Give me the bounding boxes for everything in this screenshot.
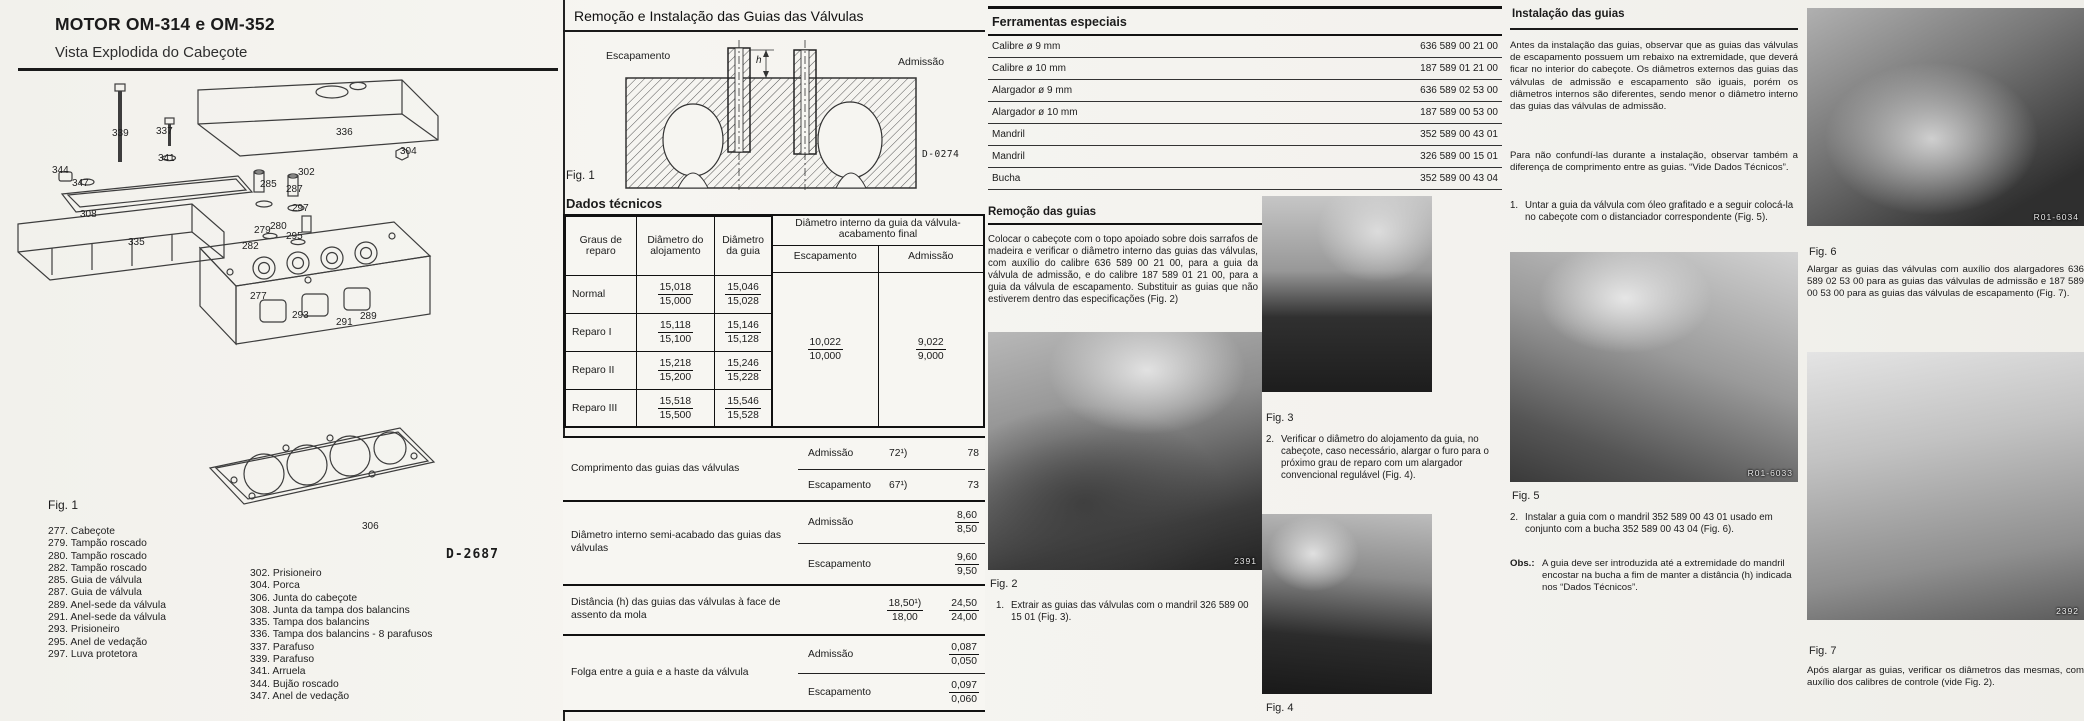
spec-label: Distância (h) das guias das válvulas à face de assento da mola <box>571 597 781 621</box>
parts-list-item: 335. Tampa dos balancins <box>250 617 370 629</box>
spec-label: Folga entre a guia e a haste da válvula <box>571 666 749 678</box>
step-text: Verificar o diâmetro do alojamento da guia, no cabeçote, caso necessário, alargar o furo para o próximo grau de reparo com um alargador convencional regulável (Fig. 4). <box>1281 434 1489 481</box>
callout-number: 287 <box>286 184 303 195</box>
guide-cell: $\frac{15,146}{15,128}$ <box>715 314 772 352</box>
heading-divider <box>563 30 985 32</box>
photo-fig5 <box>1510 252 1798 482</box>
exploded-view-diagram <box>2 76 560 546</box>
step-number: 1. <box>1510 200 1519 211</box>
parts-list-item: 285. Guia de válvula <box>48 575 142 587</box>
fig3-caption: Fig. 3 <box>1266 412 1294 424</box>
tool-row <box>988 80 1502 102</box>
spec-group-length <box>563 436 985 500</box>
photo-fig3 <box>1262 196 1432 392</box>
technical-data-table <box>563 214 985 428</box>
parts-list-item: 344. Bujão roscado <box>250 678 339 690</box>
fig1-left-caption: Fig. 1 <box>48 498 79 512</box>
photo-fig4 <box>1262 514 1432 694</box>
callout-number: 285 <box>260 179 277 190</box>
tool-name: Mandril <box>992 128 1025 140</box>
page-subtitle: Vista Explodida do Cabeçote <box>55 44 248 61</box>
guide-cell: $\frac{15,246}{15,228}$ <box>715 352 772 390</box>
tool-name: Alargador ø 10 mm <box>992 106 1078 118</box>
callout-number: 302 <box>298 167 315 178</box>
tool-part-number: 187 589 00 53 00 <box>1420 106 1498 118</box>
grade-cell: Normal <box>566 276 637 314</box>
obs-text: A guia deve ser introduzida até a extremidade do mandril encostar na bucha a fim de manter a distância (h) indicada nos “Dados Técnicos”. <box>1542 558 1792 594</box>
installation-para2: Para não confundí-las durante a instalação, observar também a diferença de comprimento entre as guias. “Vide Dados Técnicos”. <box>1510 150 1798 174</box>
parts-list-item: 306. Junta do cabeçote <box>250 592 358 604</box>
parts-list-item: 302. Prisioneiro <box>250 568 322 579</box>
callout-number: 297 <box>292 203 309 214</box>
table-row <box>566 276 772 314</box>
label-escapamento: Escapamento <box>606 50 671 62</box>
tools-heading: Ferramentas especiais <box>992 14 1127 29</box>
callout-number: 289 <box>360 311 377 322</box>
callout-number: 304 <box>400 146 417 157</box>
fig7-caption: Fig. 7 <box>1809 645 1837 657</box>
spec-group-semifinished: Diâmetro interno semi-acabado das guias das válvulas Admissão $\frac{8,60}{8,50}$ Escapamento $\frac{9,60}{9,50}$ <box>563 500 985 584</box>
spec-table <box>563 436 985 712</box>
spec-value: 73 <box>967 479 979 491</box>
spec-key: Escapamento <box>808 558 871 570</box>
spec-key: Admissão <box>808 517 854 528</box>
tool-part-number: 326 589 00 15 01 <box>1420 150 1498 162</box>
step-text: Extrair as guias das válvulas com o mandril 326 589 00 15 01 (Fig. 3). <box>1011 600 1249 623</box>
callout-number: 277 <box>250 291 267 302</box>
spec-key: Escapamento <box>808 479 871 491</box>
tool-name: Mandril <box>992 150 1025 162</box>
tool-part-number: 636 589 02 53 00 <box>1420 84 1498 96</box>
tool-part-number: 636 589 00 21 00 <box>1420 40 1498 52</box>
title-divider <box>18 68 558 71</box>
parts-list-item: 297. Luva protetora <box>48 648 138 660</box>
exhaust-value-cell: $\frac{10,022}{10,000}$ <box>809 337 842 362</box>
fig6-caption: Fig. 6 <box>1809 246 1837 258</box>
sub-header-escapamento: Escapamento <box>793 251 857 262</box>
dados-tecnicos-heading: Dados técnicos <box>566 196 663 211</box>
callout-number: 335 <box>128 237 145 248</box>
table-row <box>566 352 772 390</box>
removal-step2 <box>1266 434 1500 482</box>
callout-number: 279 <box>254 225 271 236</box>
spec-label: Diâmetro interno semi-acabado das guias das válvulas <box>571 530 782 554</box>
page-title: MOTOR OM-314 e OM-352 <box>55 14 275 34</box>
fig1-middle-caption: Fig. 1 <box>566 170 595 182</box>
parts-list-item: 341. Arruela <box>250 666 306 678</box>
step-text: Untar a guia da válvula com óleo grafitado e a seguir colocá-la no cabeçote com o distanciador correspondente (Fig. 5). <box>1525 200 1794 223</box>
callout-number: 280 <box>270 221 287 232</box>
parts-list-col1 <box>48 526 166 661</box>
photo-id-label: R01-6033 <box>1747 468 1793 478</box>
inner-diameter-section <box>772 216 983 426</box>
parts-list-item: 336. Tampa dos balancins - 8 parafusos <box>250 629 433 641</box>
installation-step1 <box>1510 200 1798 224</box>
tool-row <box>988 36 1502 58</box>
installation-para1: Antes da instalação das guias, observar que as guias das válvulas de escapamento possuem um rebaixo na extremidade, que deverá ficar no interior do cabeçote. Os diâmetros externos das guias das válvulas de admissão e escapamento são iguais, porém os diâmetros internos são diferentes, sendo menor o diâmetro interno das guias das válvulas de admissão. <box>1510 40 1798 113</box>
tool-row <box>988 124 1502 146</box>
callout-number: 341 <box>158 153 175 164</box>
exploded-view-art <box>2 76 560 546</box>
drawing-code: D-2687 <box>446 547 499 562</box>
parts-list-item: 277. Cabeçote <box>48 526 115 537</box>
guide-cell: $\frac{15,546}{15,528}$ <box>715 390 772 428</box>
spec-mid-value: 67¹) <box>889 479 908 491</box>
tool-part-number: 352 589 00 43 01 <box>1420 128 1498 140</box>
housing-cell: $\frac{15,218}{15,200}$ <box>636 352 715 390</box>
tool-row <box>988 168 1502 190</box>
parts-list-item: 279. Tampão roscado <box>48 538 147 550</box>
section-heading-removal-install: Remoção e Instalação das Guias das Válvulas <box>574 8 864 24</box>
housing-cell: $\frac{15,018}{15,000}$ <box>636 276 715 314</box>
parts-list-item: 308. Junta da tampa dos balancins <box>250 604 410 616</box>
parts-list-item: 282. Tampão roscado <box>48 562 147 574</box>
photo-id-label: 2391 <box>1234 556 1257 566</box>
spec-group-distance: Distância (h) das guias das válvulas à face de assento da mola $\frac{\text{18,50¹)}}{18,00}$ $\frac{24,50}{24,00}$ <box>563 584 985 634</box>
photo-fig2 <box>988 332 1262 570</box>
installation-obs <box>1510 558 1798 595</box>
callout-number: 282 <box>242 241 259 252</box>
parts-list-item: 295. Anel de vedação <box>48 636 148 648</box>
removal-heading: Remoção das guias <box>988 206 1262 225</box>
parts-list-col2 <box>250 568 432 703</box>
fig2-caption: Fig. 2 <box>990 578 1018 590</box>
callout-number: 291 <box>336 317 353 328</box>
spec-mid-value: 72¹) <box>889 448 908 459</box>
parts-list-item: 339. Parafuso <box>250 654 315 666</box>
housing-cell: $\frac{15,118}{15,100}$ <box>636 314 715 352</box>
callout-number: 308 <box>80 209 97 220</box>
step-number: 1. <box>996 600 1005 611</box>
tool-part-number: 187 589 01 21 00 <box>1420 62 1498 74</box>
photo-fig7 <box>1807 352 2084 620</box>
label-admissao: Admissão <box>898 56 945 68</box>
spec-label: Comprimento das guias das válvulas <box>571 462 740 474</box>
photo-id-label: 2392 <box>2056 606 2079 616</box>
spec-key: Admissão <box>808 448 854 459</box>
spec-key: Admissão <box>808 649 854 660</box>
callout-number: 339 <box>112 128 129 139</box>
obs-label: Obs.: <box>1510 558 1535 569</box>
tool-name: Calibre ø 9 mm <box>992 40 1061 52</box>
fig6-text: Alargar as guias das válvulas com auxílio dos alargadores 636 589 02 53 00 para as guias das válvulas de admissão e 187 589 00 53 00 para as guias das válvulas de escapamento (Fig. 7). <box>1807 264 2084 300</box>
parts-list-item: 293. Prisioneiro <box>48 624 120 636</box>
tool-name: Bucha <box>992 172 1021 184</box>
fig4-caption: Fig. 4 <box>1266 702 1294 714</box>
spec-group-clearance: Folga entre a guia e a haste da válvula Admissão $\frac{0,087}{0,050}$ Escapamento $\frac{0,097}{0,060}$ <box>563 634 985 710</box>
parts-list-item: 337. Parafuso <box>250 641 315 653</box>
parts-list-item: 287. Guia de válvula <box>48 587 142 599</box>
fig7-text: Após alargar as guias, verificar os diâmetros das mesmas, com auxílio dos calibres de controle (vide Fig. 2). <box>1807 665 2084 689</box>
tool-row <box>988 102 1502 124</box>
guide-cell: $\frac{15,046}{15,028}$ <box>715 276 772 314</box>
col-header-grade: Graus de reparo <box>566 217 637 276</box>
installation-step2 <box>1510 512 1798 536</box>
col-header-guide: Diâmetro da guia <box>715 217 772 276</box>
callout-number: 336 <box>336 127 353 138</box>
photo-fig6 <box>1807 8 2084 226</box>
tool-name: Calibre ø 10 mm <box>992 62 1066 74</box>
table-row <box>566 314 772 352</box>
parts-list-item: 347. Anel de vedação <box>250 690 350 702</box>
step-number: 2. <box>1266 434 1275 445</box>
removal-paragraph: Colocar o cabeçote com o topo apoiado sobre dois sarrafos de madeira e verificar o diâmetro interno das guias das válvulas, com auxílio do calibre 636 589 00 21 00, para a guia da válvula de admissão, e do calibre 187 589 01 21 00, para a guia da válvula de escapamento. Substituir as guias que não estiverem dentro das especificações (Fig. 2) <box>988 234 1258 306</box>
callout-number: 347 <box>72 178 89 189</box>
tool-part-number: 352 589 00 43 04 <box>1420 172 1498 184</box>
grade-cell: Reparo I <box>566 314 637 352</box>
photo-id-label: R01-6034 <box>2033 212 2079 222</box>
parts-list-item: 304. Porca <box>250 580 300 592</box>
parts-list-item: 291. Anel-sede da válvula <box>48 612 166 624</box>
sub-header-admissao: Admissão <box>878 246 984 272</box>
tool-name: Alargador ø 9 mm <box>992 84 1073 96</box>
tool-row <box>988 58 1502 80</box>
dimension-h-label: h <box>756 55 762 66</box>
removal-step1 <box>996 600 1260 624</box>
span-header: Diâmetro interno da guia da válvula-acabamento final <box>773 216 983 246</box>
fig5-caption: Fig. 5 <box>1512 490 1540 502</box>
col-header-housing: Diâmetro do alojamento <box>636 217 715 276</box>
step-text: Instalar a guia com o mandril 352 589 00 43 01 usado em conjunto com a bucha 352 589 00 43 04 (Fig. 6). <box>1525 512 1773 535</box>
installation-heading: Instalação das guias <box>1512 8 1625 20</box>
callout-number: 293 <box>292 310 309 321</box>
spec-key: Escapamento <box>808 686 871 698</box>
callout-number: 337 <box>156 126 173 137</box>
special-tools-table <box>988 6 1502 190</box>
installation-heading-rule <box>1510 28 1798 30</box>
cross-section-figure <box>598 40 938 192</box>
repair-grades-table <box>565 216 772 428</box>
parts-list-item: 289. Anel-sede da válvula <box>48 599 166 611</box>
callout-number: 344 <box>52 165 69 176</box>
table-row <box>566 390 772 428</box>
intake-value-cell: $\frac{9,022}{9,000}$ <box>878 273 984 426</box>
callout-number: 306 <box>362 521 379 532</box>
step-number: 2. <box>1510 512 1519 523</box>
figure-code: D-0274 <box>922 149 960 160</box>
grade-cell: Reparo II <box>566 352 637 390</box>
housing-cell: $\frac{15,518}{15,500}$ <box>636 390 715 428</box>
spec-value: 78 <box>967 448 979 459</box>
grade-cell: Reparo III <box>566 390 637 428</box>
tool-row <box>988 146 1502 168</box>
parts-list-item: 280. Tampão roscado <box>48 550 147 562</box>
callout-number: 295 <box>286 231 303 242</box>
